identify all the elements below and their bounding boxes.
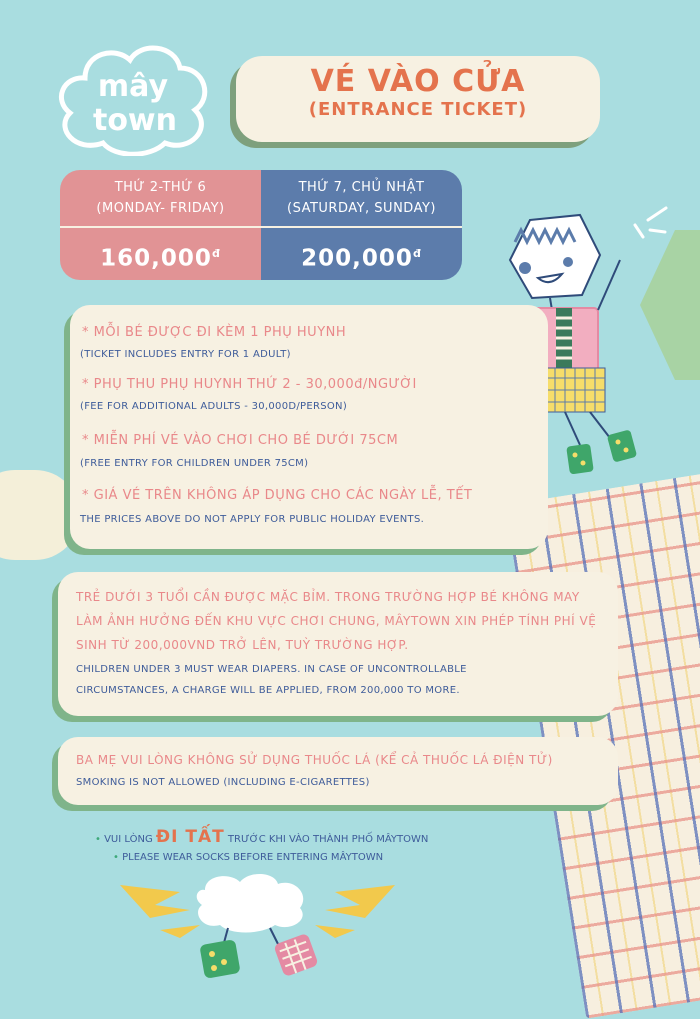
socks-vi-after: TRƯỚC KHI VÀO THÀNH PHỐ MÂYTOWN (227, 834, 429, 845)
rule-1-vi: * MỖI BÉ ĐƯỢC ĐI KÈM 1 PHỤ HUYNH (82, 325, 347, 340)
socks-vi-big: ĐI TẤT (155, 827, 225, 847)
smoking-policy-card (58, 737, 618, 805)
logo-line1: mây (97, 69, 169, 104)
weekend-price (261, 228, 462, 280)
weekday-header (60, 170, 261, 233)
bullet-icon: • (95, 834, 101, 845)
ticket-rules-card (70, 305, 548, 549)
diaper-en-2: CIRCUMSTANCES, A CHARGE WILL BE APPLIED, FROM 200,000 TO MORE. (76, 685, 460, 696)
smoking-en: SMOKING IS NOT ALLOWED (INCLUDING E-CIGARETTES) (76, 777, 370, 788)
weekend-label-en: (SATURDAY, SUNDAY) (287, 201, 436, 216)
weekday-label-vi: THỨ 2-THỨ 6 (114, 180, 207, 195)
rule-4-vi: * GIÁ VÉ TRÊN KHÔNG ÁP DỤNG CHO CÁC NGÀY LỄ, TẾT (82, 488, 473, 503)
socks-note-en (113, 852, 383, 863)
cloud-feet-illustration (110, 870, 400, 993)
weekend-price-value: 200,000 (301, 245, 413, 272)
weekend-label-vi: THỨ 7, CHỦ NHẬT (298, 180, 425, 195)
title-vi: VÉ VÀO CỬA (310, 64, 526, 99)
socks-en: PLEASE WEAR SOCKS BEFORE ENTERING MÂYTOWN (122, 852, 384, 863)
rule-3-vi: * MIỄN PHÍ VÉ VÀO CHƠI CHO BÉ DƯỚI 75CM (82, 433, 399, 448)
rule-4-en: THE PRICES ABOVE DO NOT APPLY FOR PUBLIC HOLIDAY EVENTS. (80, 514, 425, 525)
socks-vi-before: VUI LÒNG (104, 834, 153, 845)
diaper-vi-1: TRẺ DƯỚI 3 TUỔI CẦN ĐƯỢC MẶC BỈM. TRONG TRƯỜNG HỢP BÉ KHÔNG MAY (76, 590, 580, 604)
weekday-price-value: 160,000 (100, 245, 212, 272)
rule-1-en: (TICKET INCLUDES ENTRY FOR 1 ADULT) (80, 349, 291, 360)
rule-2-en: (FEE FOR ADDITIONAL ADULTS - 30,000D/PERSON) (80, 401, 348, 412)
weekday-price-unit: đ (211, 247, 221, 260)
weekday-price (60, 228, 261, 280)
weekend-price-unit: đ (412, 247, 422, 260)
price-table (60, 170, 462, 280)
diaper-policy-card (58, 572, 618, 716)
title-en: (ENTRANCE TICKET) (308, 99, 528, 120)
cloud-logo-icon (55, 38, 210, 156)
rule-3-en: (FREE ENTRY FOR CHILDREN UNDER 75CM) (80, 458, 309, 469)
cloud-decoration (0, 470, 80, 560)
diaper-vi-2: LÀM ẢNH HƯỞNG ĐẾN KHU VỰC CHƠI CHUNG, MÂYTOWN XIN PHÉP TÍNH PHÍ VỆ (76, 614, 597, 628)
smoking-vi: BA MẸ VUI LÒNG KHÔNG SỬ DỤNG THUỐC LÁ (KỂ CẢ THUỐC LÁ ĐIỆN TỬ) (76, 753, 553, 767)
weekend-header (261, 170, 462, 233)
diaper-en-1: CHILDREN UNDER 3 MUST WEAR DIAPERS. IN CASE OF UNCONTROLLABLE (76, 664, 467, 675)
maytown-logo (55, 38, 210, 156)
weekday-label-en: (MONDAY- FRIDAY) (96, 201, 225, 216)
logo-line2: town (92, 103, 178, 138)
bullet-icon: • (113, 852, 119, 863)
title-card (236, 56, 600, 142)
diaper-vi-3: SINH TỪ 200,000VND TRỞ LÊN, TUỲ TRƯỜNG HỢP. (76, 638, 409, 652)
socks-note-vi (95, 827, 428, 847)
rule-2-vi: * PHỤ THU PHỤ HUYNH THỨ 2 - 30,000đ/NGƯỜI (82, 377, 417, 392)
